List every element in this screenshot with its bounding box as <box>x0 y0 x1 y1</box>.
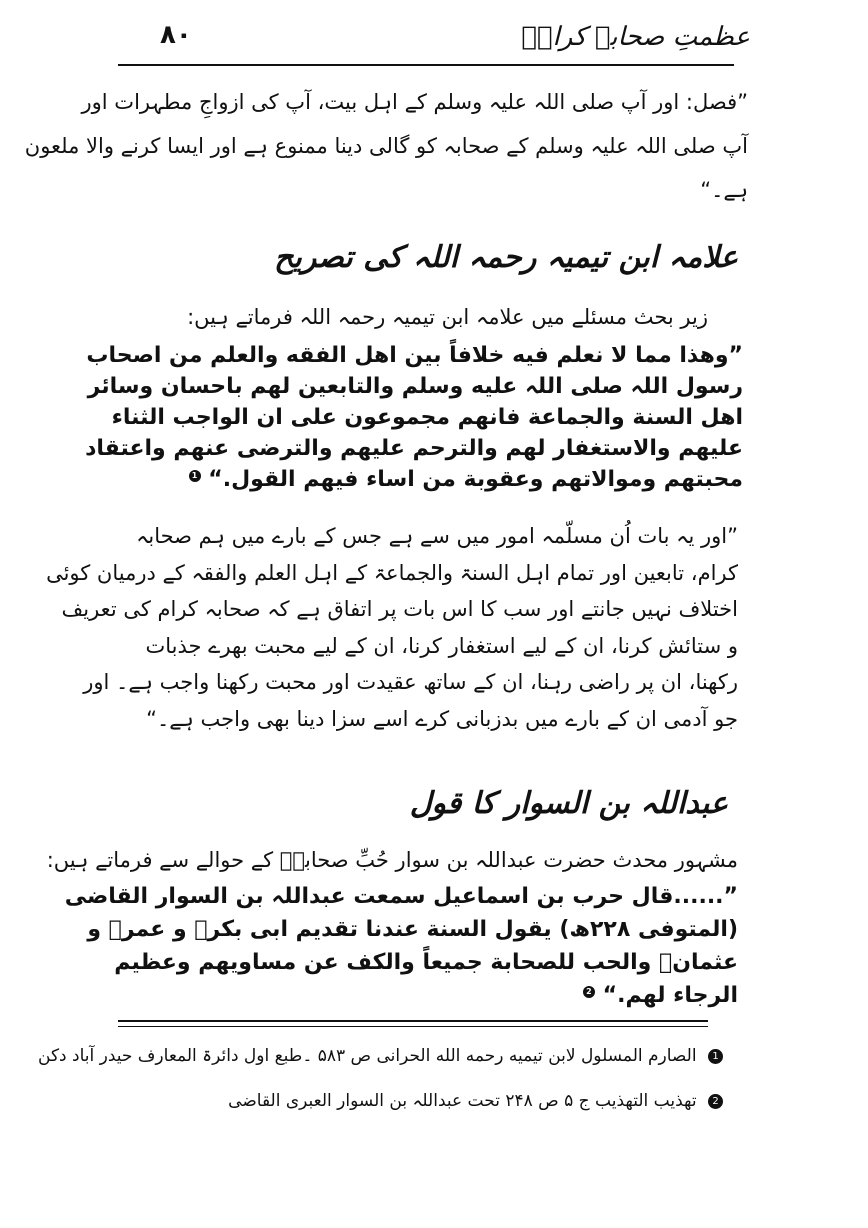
arabic-line <box>145 464 743 495</box>
arabic-line: ”......قال حرب بن اسماعیل سمعت عبداللہ بن السوار القاضی <box>64 884 738 909</box>
passage-line: آپ صلی اللہ علیہ وسلم کے صحابہ کو گالی دینا ممنوع ہے اور ایسا کرنے والا ملعون <box>24 134 748 158</box>
footnote-divider-thin <box>118 1026 708 1027</box>
footnote-2 <box>100 1090 723 1111</box>
section-1-intro <box>187 300 708 334</box>
footnote-ref-marker[interactable]: 1 <box>189 470 201 482</box>
section-1-arabic-quote <box>85 340 743 495</box>
translation-line: جو آدمی ان کے بارے میں بدزبانی کرے اسے سزا دینا بھی واجب ہے۔“ <box>146 706 738 731</box>
intro-line: زیر بحث مسئلے میں علامہ ابن تیمیہ رحمہ اللہ فرماتے ہیں: <box>187 305 708 329</box>
arabic-line: اھل السنة والجماعة فانھم مجموعون علی ان الواجب الثناء <box>111 405 743 430</box>
translation-line: ”اور یہ بات اُن مسلّمہ امور میں سے ہے جس کے بارے میں ہم صحابہ <box>136 524 738 548</box>
section-heading-ibn-taymiyyah: علامہ ابن تیمیہ رحمہ اللہ کی تصریح <box>274 240 738 275</box>
translation-line: و ستائش کرنا، ان کے لیے استغفار کرنا، ان کے لیے محبت بھرے جذبات <box>145 633 738 658</box>
passage-line: ہے۔“ <box>700 178 748 202</box>
footnote-marker: 2 <box>708 1094 723 1109</box>
running-header-title: عظمتِ صحابہ کرامؓ <box>521 22 750 52</box>
arabic-line: رسول اللہ صلی اللہ علیه وسلم والتابعین لھم باحسان وسائر <box>87 374 743 399</box>
arabic-line: ”وھذا مما لا نعلم فیه خلافاً بین اھل الفقه والعلم من اصحاب <box>86 343 743 368</box>
section-2-intro <box>46 843 738 877</box>
footnote-ref-marker[interactable]: 2 <box>583 986 595 998</box>
intro-line: مشہور محدث حضرت عبداللہ بن سوار حُبِّ صحابہؓ کے حوالے سے فرماتے ہیں: <box>46 848 738 872</box>
footnote-divider <box>118 1020 708 1022</box>
section-2-arabic-quote <box>64 880 738 1012</box>
translation-line: اختلاف نہیں جانتے اور سب کا اس بات پر اتفاق ہے کہ صحابہ کرام کی تعریف <box>61 597 738 621</box>
arabic-line: علیھم والاستغفار لھم والترحم علیھم والترضی عنھم واعتقاد <box>85 436 743 461</box>
header-divider <box>118 64 734 66</box>
translation-line: رکھنا، ان پر راضی رہنا، ان کے ساتھ عقیدت اور محبت رکھنا واجب ہے۔ اور <box>83 670 738 694</box>
passage-line: ”فصل: اور آپ صلی اللہ علیہ وسلم کے اہل بیت، آپ کی ازواجِ مطہرات اور <box>81 90 748 114</box>
arabic-line-text: محبتھم وموالاتھم وعقوبة من اساء فیھم القول.“ <box>208 467 743 492</box>
arabic-line <box>140 979 738 1012</box>
footnote-marker: 1 <box>708 1049 723 1064</box>
section-1-urdu-translation <box>46 518 738 737</box>
arabic-line: عثمانؓ والحب للصحابة جمیعاً والکف عن مساویھم وعظیم <box>114 950 738 975</box>
translation-line: کرام، تابعین اور تمام اہل السنۃ والجماعۃ کے اہل العلم والفقہ کے درمیان کوئی <box>46 560 738 585</box>
arabic-line: (المتوفی ۲۲۸ھ) یقول السنة عندنا تقدیم ابی بکرؓ و عمرؓ و <box>87 917 738 942</box>
footnote-1 <box>38 1045 723 1066</box>
arabic-line-text: الرجاء لھم.“ <box>602 983 738 1008</box>
footnote-text: الصارم المسلول لابن تیمیه رحمه الله الحرانی ص ۵۸۳ ۔طبع اول دائرۃ المعارف حیدر آباد دکن <box>38 1046 697 1066</box>
section-heading-ibn-al-sawwar: عبداللہ بن السوار کا قول <box>409 786 728 821</box>
footnote-text: تھذیب التھذیب ج ۵ ص ۲۴۸ تحت عبداللہ بن السوار العبری القاضی <box>228 1091 697 1111</box>
passage-1 <box>24 80 748 212</box>
page-number: ۸۰ <box>160 20 192 50</box>
